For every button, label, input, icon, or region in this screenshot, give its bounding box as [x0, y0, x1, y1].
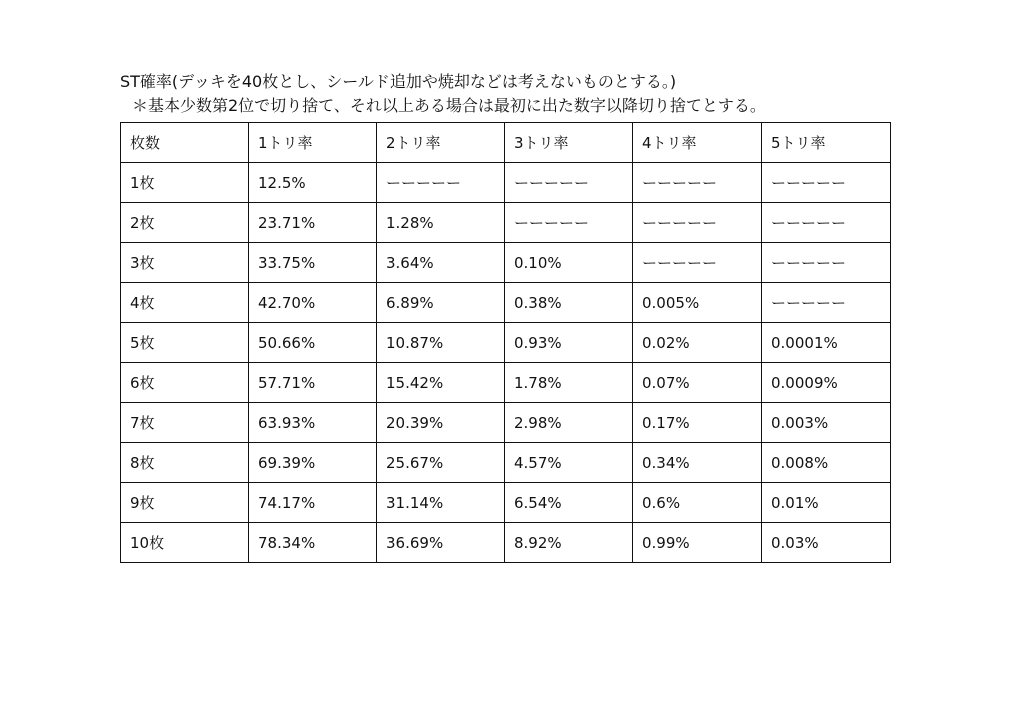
table-cell: 8.92% [505, 523, 633, 563]
header-card-count: 枚数 [121, 123, 249, 163]
table-row [121, 483, 891, 523]
header-trigger-5: 5トリ率 [762, 123, 891, 163]
table-cell: ーーーーー [633, 243, 762, 283]
table-cell: 0.6% [633, 483, 762, 523]
table-cell: 4.57% [505, 443, 633, 483]
table-cell: 1枚 [121, 163, 249, 203]
table-cell: ーーーーー [762, 163, 891, 203]
table-cell: 15.42% [377, 363, 505, 403]
table-row [121, 403, 891, 443]
table-cell: 2枚 [121, 203, 249, 243]
table-cell: 23.71% [249, 203, 377, 243]
table-cell: ーーーーー [762, 283, 891, 323]
table-cell: 0.02% [633, 323, 762, 363]
table-cell: 63.93% [249, 403, 377, 443]
table-row [121, 203, 891, 243]
table-cell: 6.54% [505, 483, 633, 523]
table-cell: 3.64% [377, 243, 505, 283]
table-cell: 74.17% [249, 483, 377, 523]
header-trigger-1: 1トリ率 [249, 123, 377, 163]
table-cell: 8枚 [121, 443, 249, 483]
table-cell: 10.87% [377, 323, 505, 363]
table-cell: 0.34% [633, 443, 762, 483]
table-cell: 0.07% [633, 363, 762, 403]
document-note: ＊基本少数第2位で切り捨て、それ以上ある場合は最初に出た数字以降切り捨てとする。 [132, 96, 766, 115]
table-cell: 0.01% [762, 483, 891, 523]
table-cell: 0.005% [633, 283, 762, 323]
table-row [121, 283, 891, 323]
table-header-row [121, 123, 891, 163]
table-cell: 42.70% [249, 283, 377, 323]
probability-table [120, 122, 891, 563]
header-trigger-4: 4トリ率 [633, 123, 762, 163]
table-cell: ーーーーー [505, 163, 633, 203]
table-cell: 3枚 [121, 243, 249, 283]
table-cell: 36.69% [377, 523, 505, 563]
table-cell: 0.17% [633, 403, 762, 443]
table-cell: 0.10% [505, 243, 633, 283]
table-cell: 31.14% [377, 483, 505, 523]
table-cell: 25.67% [377, 443, 505, 483]
table-cell: 0.03% [762, 523, 891, 563]
table-cell: 7枚 [121, 403, 249, 443]
header-trigger-2: 2トリ率 [377, 123, 505, 163]
table-row [121, 443, 891, 483]
table-cell: 9枚 [121, 483, 249, 523]
table-cell: 78.34% [249, 523, 377, 563]
table-cell: 1.78% [505, 363, 633, 403]
table-cell: 0.38% [505, 283, 633, 323]
table-cell: 0.99% [633, 523, 762, 563]
table-cell: 0.93% [505, 323, 633, 363]
table-cell: 5枚 [121, 323, 249, 363]
table-cell: ーーーーー [762, 243, 891, 283]
table-row [121, 163, 891, 203]
table-cell: 2.98% [505, 403, 633, 443]
table-cell: ーーーーー [633, 163, 762, 203]
table-cell: 1.28% [377, 203, 505, 243]
table-body [121, 163, 891, 563]
table-row [121, 363, 891, 403]
table-row [121, 523, 891, 563]
table-cell: 69.39% [249, 443, 377, 483]
table-cell: ーーーーー [377, 163, 505, 203]
table-cell: 50.66% [249, 323, 377, 363]
table-cell: 4枚 [121, 283, 249, 323]
table-cell: 0.003% [762, 403, 891, 443]
table-cell: 12.5% [249, 163, 377, 203]
header-trigger-3: 3トリ率 [505, 123, 633, 163]
table-row [121, 243, 891, 283]
table-cell: 10枚 [121, 523, 249, 563]
document-title: ST確率(デッキを40枚とし、シールド追加や焼却などは考えないものとする。) [120, 72, 677, 91]
table-cell: ーーーーー [505, 203, 633, 243]
table-cell: 0.0009% [762, 363, 891, 403]
table-cell: 6枚 [121, 363, 249, 403]
table-cell: 0.008% [762, 443, 891, 483]
table-cell: ーーーーー [633, 203, 762, 243]
table-cell: 57.71% [249, 363, 377, 403]
table-cell: ーーーーー [762, 203, 891, 243]
table-row [121, 323, 891, 363]
table-cell: 6.89% [377, 283, 505, 323]
table-cell: 33.75% [249, 243, 377, 283]
table-cell: 0.0001% [762, 323, 891, 363]
table-cell: 20.39% [377, 403, 505, 443]
